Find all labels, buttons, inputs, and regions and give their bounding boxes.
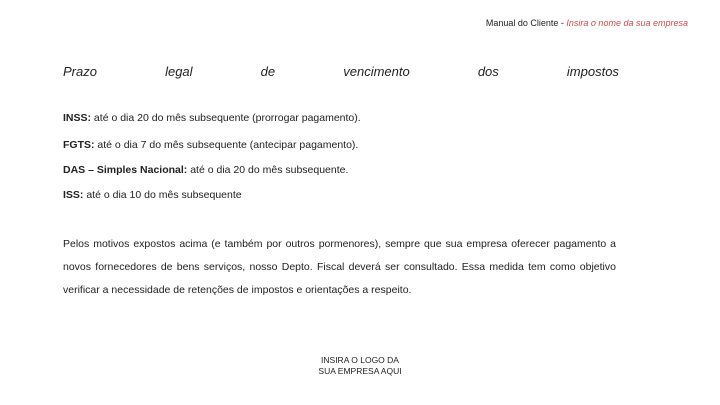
logo-placeholder-line: INSIRA O LOGO DA	[321, 355, 399, 365]
tax-deadline-inss	[63, 112, 361, 124]
tax-deadline-das	[63, 164, 348, 176]
header-label: Manual do Cliente -	[485, 18, 564, 28]
tax-name: FGTS:	[63, 139, 95, 151]
title-word: dos	[477, 64, 499, 79]
tax-name: INSS:	[63, 112, 92, 124]
tax-name: ISS:	[63, 189, 84, 201]
title-word: de	[260, 64, 276, 79]
page-header	[486, 18, 688, 28]
tax-deadline-text: até o dia 20 do mês subsequente (prorrogar pagamento).	[91, 112, 361, 124]
tax-deadline-text: até o dia 20 do mês subsequente.	[187, 164, 349, 176]
title-word: impostos	[566, 64, 619, 79]
tax-deadline-fgts	[63, 139, 358, 151]
title-word: legal	[165, 64, 193, 79]
company-name-placeholder: Insira o nome da sua empresa	[566, 18, 688, 28]
page-title	[63, 64, 619, 79]
tax-deadline-text: até o dia 10 do mês subsequente	[83, 189, 242, 201]
title-word: vencimento	[343, 64, 410, 79]
logo-placeholder-line: SUA EMPRESA AQUI	[318, 366, 402, 376]
logo-placeholder	[0, 355, 720, 377]
body-paragraph: Pelos motivos expostos acima (e também por outros pormenores), sempre que sua empresa oferecer pagamento a novos fornecedores de bens serviços, nosso Depto. Fiscal deverá ser consultado. Essa medida tem como objetivo verificar a necessidade de retenções de impostos e orientações a respeito.	[63, 238, 616, 296]
tax-deadline-iss	[63, 189, 242, 201]
tax-deadline-text: até o dia 7 do mês subsequente (antecipar pagamento).	[94, 139, 359, 151]
tax-name: DAS – Simples Nacional:	[63, 164, 188, 176]
title-word: Prazo	[63, 64, 97, 79]
